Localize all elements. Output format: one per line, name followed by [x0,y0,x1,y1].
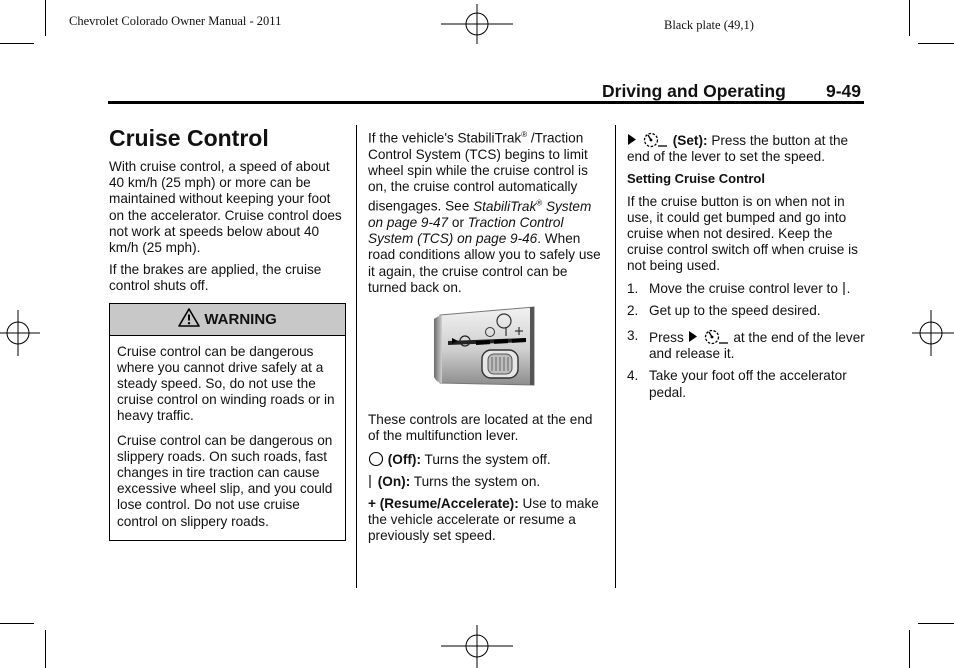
on-text: Turns the system on. [413,473,541,489]
crop-mark [45,630,46,668]
right-column [627,131,867,407]
warning-box [109,303,346,541]
controls-location: These controls are located at the end of the multifunction lever. [368,412,593,444]
step-text: Press [649,330,684,346]
setting-intro: If the cruise button is on when not in use, it could get bumped and go into cruise when not desired. Keep the cruise control switch off when cruise is not being used. [627,193,858,274]
tcs-paragraph [368,127,606,296]
cruise-on-icon [368,474,374,489]
crop-mark [45,0,46,36]
off-label: (Off): [387,451,421,467]
warning-header [110,304,345,336]
crop-mark [909,630,910,668]
resume-text: Use to make the vehicle accelerate or resume a previously set speed. [368,495,599,544]
step-number: 3. [627,328,639,344]
off-description [368,451,606,468]
middle-column [368,127,606,551]
off-text: Turns the system off. [424,451,551,467]
registration-mark-bottom [441,625,513,668]
setting-heading: Setting Cruise Control [627,171,765,187]
set-text: Press the button at the end of the lever to set the speed. [627,133,849,165]
list-item [627,368,867,400]
list-item [627,328,867,362]
on-label: (On): [377,473,411,489]
tcs-text: or [448,215,468,231]
crop-mark [918,43,954,44]
plate-label: Black plate (49,1) [664,18,754,32]
xref-text: StabiliTrak [473,198,537,214]
tcs-text: . When road conditions allow you to safely use it again, the cruise control can be turned back on. [368,231,601,295]
manual-title: Chevrolet Colorado Owner Manual - 2011 [69,14,282,28]
registration-mark-left [0,310,40,356]
header-rule [108,101,864,104]
xref-traction-control[interactable]: Traction Control System (TCS) on page 9-46 [368,215,564,247]
registration-mark-top [441,4,513,44]
registered-mark: ® [521,130,528,139]
brakes-note: If the brakes are applied, the cruise control shuts off. [109,262,322,294]
warning-paragraph: Cruise control can be dangerous on slippery roads. On such roads, fast changes in tire traction can cause excessive wheel slip, and you could lose control. Do not use cruise control on slippery roads. [117,432,333,529]
column-divider [615,125,616,588]
lever-illustration-wrap [368,302,606,412]
left-column [109,125,346,541]
step-tail: at the end of the lever and release it. [649,330,865,362]
list-item [627,281,867,297]
registered-mark: ® [536,198,543,208]
set-label: (Set): [672,133,708,148]
cruise-set-icon [627,131,669,148]
xref-text: System on page 9-47 [368,198,592,231]
page-number: 9-49 [826,81,862,101]
crop-mark [0,43,34,44]
steps-list [627,281,867,401]
crop-mark [918,623,954,624]
step-text: Take your foot off the accelerator pedal. [649,368,847,400]
cruise-set-icon [688,328,730,345]
column-divider [356,125,357,588]
on-description [368,474,606,490]
crop-mark [909,0,910,36]
warning-paragraph: Cruise control can be dangerous where you cannot drive safely at a steady speed. So, do not use the cruise control on winding roads or in heavy traffic. [117,343,335,424]
warning-label: WARNING [204,310,277,328]
warning-body [110,336,345,540]
tcs-text: If the vehicle's StabiliTrak [368,130,522,146]
step-number: 2. [627,302,639,318]
intro-paragraph: With cruise control, a speed of about 40 km/h (25 mph) or more can be maintained without keeping your foot on the accelerator. Cruise control does not work at speeds below about 40 km/h (25 mph). [109,159,342,256]
resume-description [368,496,606,545]
step-tail: . [846,280,851,296]
step-text: Get up to the speed desired. [649,302,821,318]
list-item [627,303,867,319]
multifunction-lever-illustration [434,305,540,387]
crop-mark [0,623,34,624]
step-text: Move the cruise control lever to [649,280,838,296]
resume-label: + (Resume/Accelerate): [368,495,519,511]
set-description [627,131,867,165]
warning-triangle-icon [178,308,200,327]
step-number: 1. [627,280,639,296]
step-number: 4. [627,368,639,384]
section-title: Driving and Operating [602,81,786,101]
page-title: Cruise Control [109,125,269,151]
registration-mark-right [912,310,954,356]
cruise-off-icon [368,451,384,467]
tcs-text: /Traction Control System (TCS) begins to limit wheel spin while the cruise control is on, the cruise control automatically disengages. See [368,130,588,214]
